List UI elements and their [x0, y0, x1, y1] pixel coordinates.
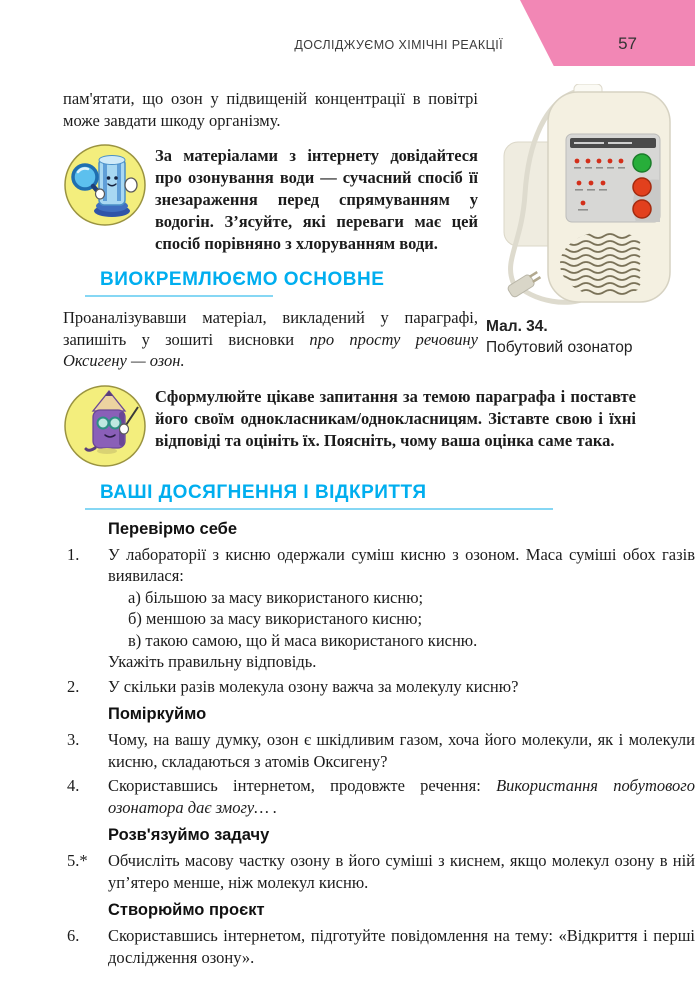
- item-number: 1.: [67, 544, 80, 564]
- item-number: 6.: [67, 926, 80, 945]
- item-number: 3.: [67, 730, 80, 749]
- item-number: 5.*: [67, 851, 88, 870]
- subheading-think: Поміркуймо: [108, 705, 207, 723]
- main-section-text-italic: про просту речовину Оксигену — озон.: [63, 329, 478, 370]
- page-header: [0, 0, 695, 66]
- item-text: У лабораторії з кисню одержали суміш кисню з озоном. Маса суміші обох газів виявилася:: [108, 544, 695, 585]
- item-option-b: б) меншою за масу використаного кисню;: [128, 609, 423, 628]
- task-item-6: [63, 925, 695, 968]
- question-task-text: Сформулюйте цікаве запитання за темою параграфа і поставте його своїм однокласникам/однокласницям. Зіставте свою і їхні відповіді та оцініть їх. Поясніть, чому ваша оцінка саме така.: [155, 386, 636, 450]
- figure-label: Мал. 34.: [486, 318, 548, 335]
- item-option-a: а) більшою за масу використаного кисню;: [128, 587, 424, 607]
- item-text: Скориставшись інтернетом, підготуйте повідомлення на тему: «Відкриття і перші дослідження озону».: [108, 926, 695, 967]
- ozonator-photo-icon: [486, 84, 690, 310]
- header-banner: [445, 0, 695, 66]
- item-text-italic: Використання побутового озонатора дає змогу… .: [108, 776, 695, 817]
- main-section-paragraph: [63, 307, 478, 372]
- subheading-project: Створюймо проєкт: [108, 901, 265, 919]
- item-text: У скільки разів молекула озону важча за молекулу кисню?: [108, 676, 519, 696]
- section-title-main: ВИОКРЕМЛЮЄМО ОСНОВНЕ: [100, 269, 385, 290]
- figure-caption: Побутовий озонатор: [486, 339, 633, 356]
- item-option-v: в) такою самою, що й маса використаного кисню.: [128, 630, 478, 650]
- section-rule: [85, 508, 553, 510]
- section-title-achievements: ВАШІ ДОСЯГНЕННЯ І ВІДКРИТТЯ: [100, 481, 427, 503]
- figure-ozonator: [486, 84, 690, 358]
- item-text-regular: Скориставшись інтернетом, продовжте речення:: [108, 776, 497, 795]
- page-number: 57: [618, 34, 637, 53]
- task-item-4: [63, 775, 695, 818]
- chapter-title: ДОСЛІДЖУЄМО ХІМІЧНІ РЕАКЦІЇ: [294, 38, 503, 52]
- subheading-solve: Розв'язуймо задачу: [108, 826, 270, 844]
- task-item-3: [63, 729, 695, 772]
- question-task-block: [63, 384, 636, 468]
- item-text: Чому, на вашу думку, озон є шкідливим газом, хоча його молекули, як і молекули кисню, складаються з атомів Оксигену?: [108, 730, 695, 771]
- item-number: 4.: [67, 776, 80, 795]
- internet-task-text: За матеріалами з інтернету довідайтеся про озонування води — сучасний спосіб її знезараження перед спрямуванням у водогін. З’ясуйте, які переваги має цей спосіб порівняно з хлоруванням води.: [155, 146, 478, 253]
- item-text: Обчисліть масову частку озону в його суміші з киснем, якщо молекул озону в ній уп’ятеро менше, ніж молекул кисню.: [108, 851, 695, 892]
- pencil-character-icon: [63, 384, 147, 468]
- item-text: [108, 775, 695, 818]
- green-button-icon: [633, 154, 651, 172]
- subheading-check-yourself: Перевірмо себе: [108, 519, 238, 538]
- task-item-5: [63, 850, 695, 893]
- task-item-2: [63, 676, 695, 698]
- task-item-1: [63, 544, 695, 673]
- magnifier-character-icon: [63, 143, 147, 227]
- intro-paragraph: пам'ятати, що озон у підвищеній концентрації в повітрі може завдати шкоду організму.: [63, 89, 478, 130]
- orange-button-icon: [633, 178, 651, 196]
- section-rule: [85, 295, 273, 297]
- item-number: 2.: [67, 676, 80, 696]
- orange-button-2-icon: [633, 200, 651, 218]
- internet-task-block: [63, 143, 478, 255]
- item-after-text: Укажіть правильну відповідь.: [108, 652, 317, 671]
- main-section-text: Проаналізувавши матеріал, викладений у параграфі, запишіть у зошиті висновки: [63, 308, 478, 349]
